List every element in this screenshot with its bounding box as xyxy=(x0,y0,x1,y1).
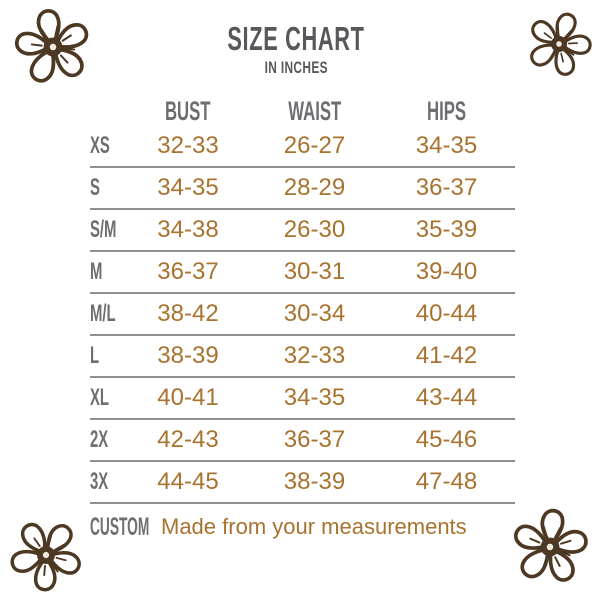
column-header-hips: HIPS xyxy=(426,96,467,126)
table-row xyxy=(90,210,515,252)
hips-value: 43-44 xyxy=(415,384,478,411)
flower-icon xyxy=(503,501,598,594)
table-row xyxy=(90,378,515,420)
hips-value: 40-44 xyxy=(415,300,478,327)
hips-value: 41-42 xyxy=(415,342,478,369)
hips-value: 34-35 xyxy=(415,132,478,159)
bust-value: 38-39 xyxy=(157,342,219,369)
size-label: XL xyxy=(90,384,110,411)
waist-value: 26-27 xyxy=(283,132,346,159)
page-title: SIZE CHART xyxy=(227,20,365,57)
bust-value: 40-41 xyxy=(157,384,219,411)
waist-value: 30-31 xyxy=(283,258,346,285)
table-row xyxy=(90,420,515,462)
waist-value: 36-37 xyxy=(283,426,346,453)
hips-value: 35-39 xyxy=(415,216,478,243)
waist-value: 30-34 xyxy=(283,300,346,327)
size-label: 3X xyxy=(90,468,109,495)
hips-value: 39-40 xyxy=(415,258,478,285)
bust-value: 42-43 xyxy=(157,426,219,453)
hips-value: 45-46 xyxy=(415,426,478,453)
size-label: S xyxy=(90,174,100,201)
table-header-row xyxy=(90,96,515,126)
hips-value: 36-37 xyxy=(415,174,478,201)
custom-label: CUSTOM xyxy=(90,512,150,541)
bust-value: 44-45 xyxy=(157,468,219,495)
waist-value: 34-35 xyxy=(283,384,346,411)
custom-size-row xyxy=(90,507,467,547)
waist-value: 26-30 xyxy=(283,216,346,243)
waist-value: 32-33 xyxy=(283,342,346,369)
table-row xyxy=(90,168,515,210)
size-label: XS xyxy=(90,132,110,159)
size-label: S/M xyxy=(90,216,117,243)
column-header-waist: WAIST xyxy=(287,96,342,126)
size-label: M xyxy=(90,258,103,285)
bust-value: 34-35 xyxy=(157,174,219,201)
page-subtitle: IN INCHES xyxy=(264,58,328,77)
hips-value: 47-48 xyxy=(415,468,478,495)
table-row xyxy=(90,126,515,168)
custom-text: Made from your measurements xyxy=(161,514,467,539)
size-label: L xyxy=(90,342,100,369)
bust-value: 38-42 xyxy=(157,300,219,327)
size-label: M/L xyxy=(90,300,116,327)
waist-value: 38-39 xyxy=(283,468,346,495)
table-row xyxy=(90,336,515,378)
waist-value: 28-29 xyxy=(283,174,346,201)
table-row xyxy=(90,294,515,336)
size-label: 2X xyxy=(90,426,109,453)
table-row xyxy=(90,252,515,294)
column-header-bust: BUST xyxy=(165,96,211,126)
bust-value: 32-33 xyxy=(157,132,219,159)
table-row xyxy=(90,462,515,504)
bust-value: 34-38 xyxy=(157,216,219,243)
flower-icon xyxy=(0,499,102,599)
bust-value: 36-37 xyxy=(157,258,219,285)
size-table xyxy=(90,126,515,504)
